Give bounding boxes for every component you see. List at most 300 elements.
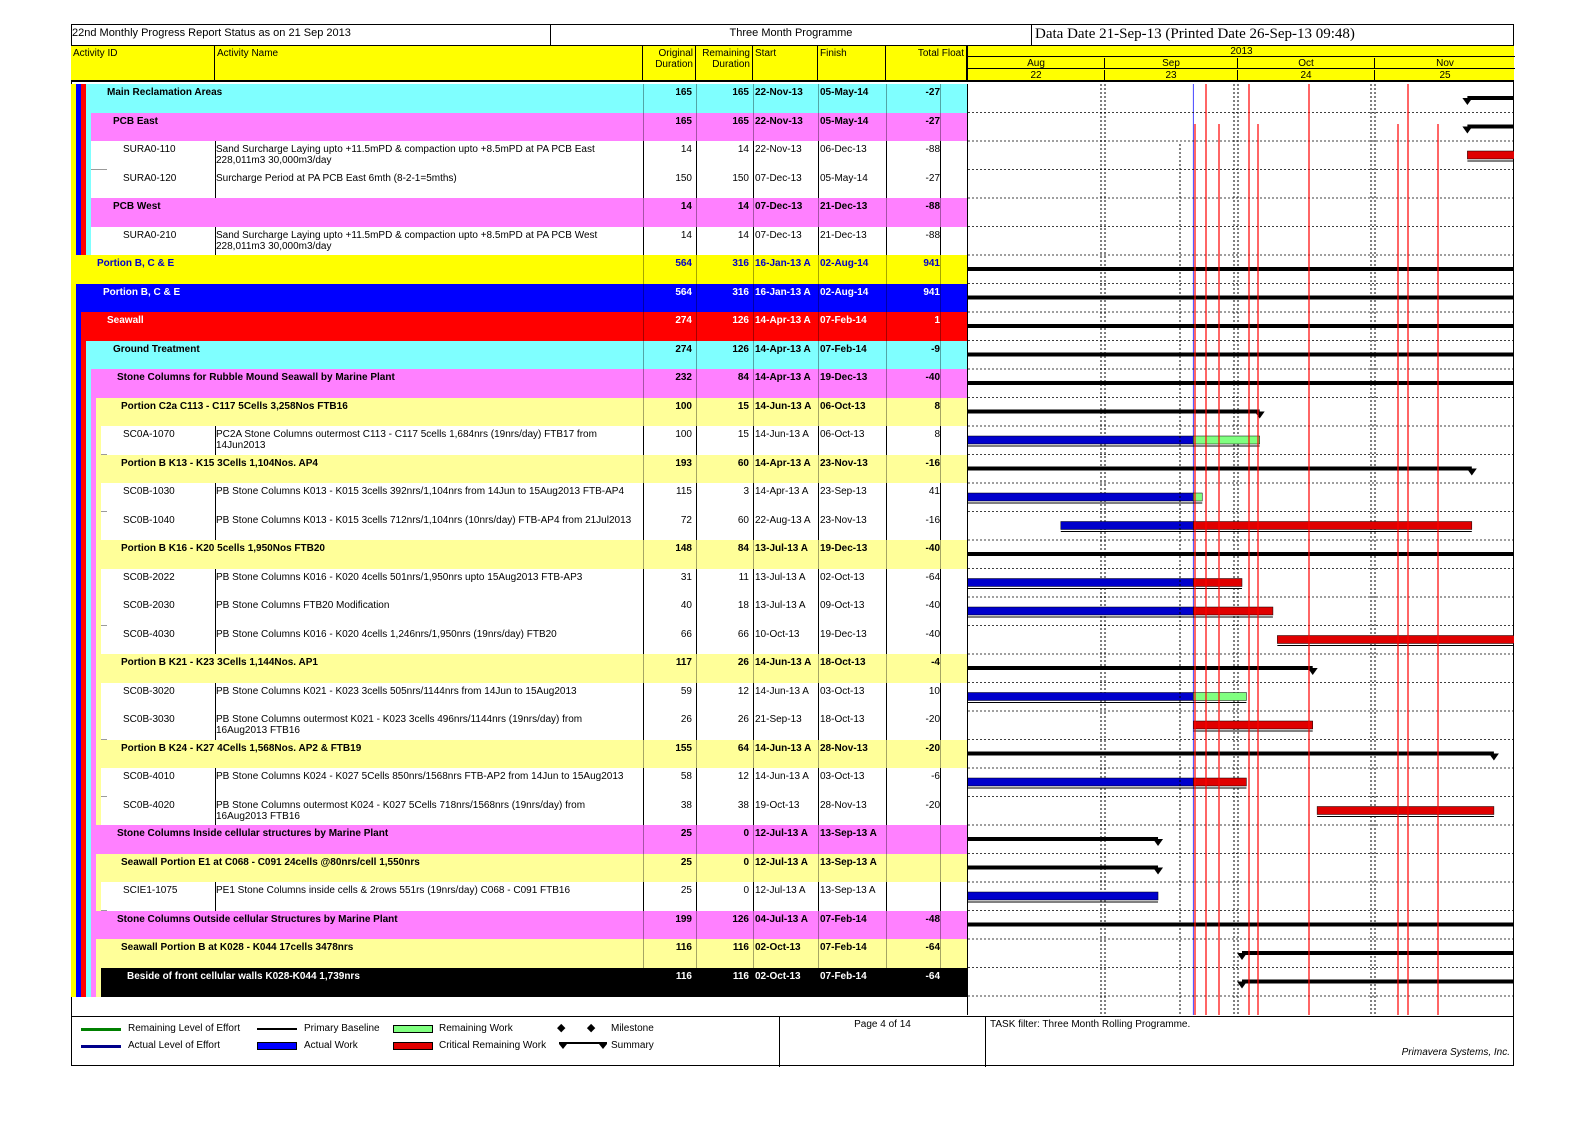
activity-name-line2: 228,011m3 30,000m3/day [216,240,332,252]
column-separator [818,141,819,170]
original-duration: 14 [680,229,692,241]
column-separator [818,654,819,683]
column-separator [753,113,754,142]
column-separator [886,626,887,655]
total-float: -40 [925,628,940,640]
start-date: 14-Apr-13 A [755,486,809,497]
wbs-row[interactable] [71,198,967,227]
column-separator [215,426,216,455]
activity-row[interactable] [71,569,967,598]
total-float: -20 [925,742,940,754]
wbs-name: PCB West [113,201,161,212]
finish-date: 21-Dec-13 [820,201,868,212]
column-separator [643,882,644,911]
wbs-row[interactable] [71,341,967,370]
column-separator [886,569,887,598]
column-separator [940,569,941,598]
column-separator [940,740,941,769]
wbs-row[interactable] [71,740,967,769]
column-separator [818,740,819,769]
wbs-row[interactable] [71,398,967,427]
column-separator [818,540,819,569]
remaining-work-bar [1193,607,1273,615]
column-separator [940,654,941,683]
column-separator [940,198,941,227]
column-separator [753,141,754,170]
total-float: -40 [925,543,940,554]
start-date: 12-Jul-13 A [755,856,808,868]
column-separator [696,113,697,142]
column-separator [940,683,941,712]
column-separator [886,455,887,484]
column-separator [696,369,697,398]
activity-id: SCIE1-1075 [123,885,178,896]
actual-work-bar [968,693,1193,701]
original-duration: 199 [675,913,692,925]
column-separator [753,711,754,740]
remaining-duration: 26 [737,657,749,668]
activity-id: SC0B-4030 [123,628,175,640]
col-original-duration[interactable] [643,46,696,82]
activity-id: SC0B-1030 [123,486,175,497]
remaining-duration: 60 [737,457,749,469]
finish-date: 19-Dec-13 [820,543,868,554]
column-separator [818,113,819,142]
column-separator [643,597,644,626]
total-float: -6 [931,771,940,782]
legend-milestone-icon: ◆ ◆ [557,1022,596,1034]
remaining-duration: 0 [743,828,749,839]
summary-start-marker [1462,98,1472,105]
legend-remaining-loe: Remaining Level of Effort [128,1023,241,1034]
original-duration: 117 [675,657,692,668]
column-separator [818,939,819,968]
col-activity-id[interactable]: Activity ID [71,46,215,82]
column-separator [753,740,754,769]
column-separator [643,512,644,541]
remaining-work-bar [1467,151,1514,159]
legend-remaining-work-swatch [393,1025,433,1033]
activity-name-line2: 16Aug2013 FTB16 [216,810,300,822]
column-separator [818,711,819,740]
column-separator [643,626,644,655]
activity-name-line2: 228,011m3 30,000m3/day [216,155,332,166]
column-separator [886,141,887,170]
remaining-duration: 165 [732,87,749,98]
column-separator [696,255,697,284]
activity-id: SC0B-4020 [123,799,175,811]
column-separator [643,854,644,883]
summary-end-marker [1467,469,1477,476]
activity-row[interactable] [71,711,967,740]
column-separator [643,141,644,170]
wbs-row[interactable] [71,540,967,569]
column-separator [215,512,216,541]
timeline-header [967,46,1514,82]
task-filter: TASK filter: Three Month Rolling Programme. [990,1019,1191,1030]
remaining-duration: 316 [732,258,749,269]
activity-name: PB Stone Columns K013 - K015 3cells 712nrs/1,104nrs (10nrs/day) FTB-AP4 from 21Jul2013 [216,514,632,526]
column-separator [818,512,819,541]
column-separator [753,312,754,341]
activity-name: PB Stone Columns outermost K021 - K023 3cells 496nrs/1144nrs (19nrs/day) from [216,714,583,725]
column-separator [940,227,941,256]
activity-name: PC2A Stone Columns outermost C113 - C117 5cells 1,684nrs (19nrs/day) FTB17 from [216,429,597,440]
column-separator [818,683,819,712]
column-separator [753,654,754,683]
original-duration: 193 [675,457,692,469]
start-date: 07-Dec-13 [755,201,803,212]
column-separator [940,512,941,541]
wbs-level-strip [96,483,101,512]
col-start[interactable]: Start [753,46,818,82]
activity-row[interactable] [71,626,967,655]
summary-start-marker [1462,127,1472,134]
wbs-name: Portion B K16 - K20 5cells 1,950Nos FTB20 [121,543,325,554]
finish-date: 06-Oct-13 [820,429,865,440]
finish-date: 06-Oct-13 [820,400,866,412]
finish-date: 07-Feb-14 [820,970,867,982]
summary-bar [968,752,1494,756]
remaining-duration: 26 [737,714,749,725]
timeline-month-nov: Nov [1375,58,1515,69]
column-separator [696,483,697,512]
column-separator [753,255,754,284]
activity-row[interactable] [71,768,967,797]
report-title: 22nd Monthly Progress Report Status as on 21 Sep 2013 [71,24,551,46]
legend-summary-icon [559,1040,607,1050]
summary-bar [968,381,1514,385]
finish-date: 28-Nov-13 [820,742,868,754]
column-separator [886,398,887,427]
wbs-name: Portion B, C & E [103,286,181,298]
start-date: 07-Dec-13 [755,229,802,241]
start-date: 14-Jun-13 A [755,657,812,668]
column-separator [940,113,941,142]
activity-name: PE1 Stone Columns inside cells & 2rows 551rs (19nrs/day) C068 - C091 FTB16 [216,885,571,896]
finish-date: 02-Aug-14 [820,258,869,269]
original-duration: 148 [675,543,692,554]
activity-row[interactable] [71,227,967,256]
column-separator [696,968,697,997]
column-separator [818,398,819,427]
column-separator [215,711,216,740]
original-duration: 116 [675,942,692,953]
start-date: 16-Jan-13 A [755,258,811,269]
original-duration: 14 [680,201,692,212]
column-separator [886,255,887,284]
column-separator [643,683,644,712]
column-separator [753,198,754,227]
col-remaining-line1: Remaining [702,48,750,59]
column-separator [886,284,887,313]
wbs-row[interactable] [71,939,967,968]
start-date: 21-Sep-13 [755,714,802,725]
start-date: 14-Apr-13 A [755,372,811,383]
activity-name: PB Stone Columns K024 - K027 5Cells 850nrs/1568nrs FTB-AP2 from 14Jun to 15Aug2013 [216,771,624,782]
finish-date: 21-Dec-13 [820,229,867,241]
column-separator [696,654,697,683]
column-separator [643,312,644,341]
start-date: 13-Jul-13 A [755,571,806,583]
total-float: -20 [925,714,940,725]
start-date: 22-Nov-13 [755,115,803,127]
wbs-row[interactable] [71,854,967,883]
wbs-level-strip [96,426,101,455]
legend-critical-remaining: Critical Remaining Work [439,1040,547,1051]
column-separator [940,882,941,911]
remaining-work-bar [1193,721,1312,729]
timeline-month-aug: Aug [968,58,1105,69]
legend-remaining-loe-swatch [81,1028,121,1031]
activity-id: SC0B-2022 [123,571,175,583]
wbs-name: Portion B K24 - K27 4Cells 1,568Nos. AP2 & FTB19 [121,742,362,754]
total-float: -64 [925,571,940,583]
total-float: -27 [925,172,940,184]
total-float: -20 [925,799,940,811]
activity-row[interactable] [71,882,967,911]
remaining-duration: 165 [732,115,749,127]
original-duration: 25 [680,856,692,868]
wbs-name: Ground Treatment [113,343,200,355]
finish-date: 13-Sep-13 A [820,885,876,896]
column-separator [818,341,819,370]
original-duration: 100 [675,400,692,412]
col-remaining-duration[interactable] [696,46,753,82]
remaining-duration: 15 [737,400,749,412]
original-duration: 38 [680,799,692,811]
start-date: 14-Apr-13 A [755,457,811,469]
column-separator [940,312,941,341]
column-separator [940,255,941,284]
column-separator [940,483,941,512]
timeline-month-oct: Oct [1238,58,1375,69]
col-total-float[interactable]: Total Float [886,46,967,82]
wbs-level-strip [86,170,91,199]
activity-name-line2: 14Jun2013 [216,440,266,451]
column-separator [886,797,887,826]
finish-date: 23-Sep-13 [820,486,867,497]
summary-bar [1242,951,1514,955]
column-separator [886,740,887,769]
wbs-row[interactable] [71,654,967,683]
total-float: -40 [925,600,940,611]
wbs-name: Seawall Portion E1 at C068 - C091 24cells @80nrs/cell 1,550nrs [121,856,420,868]
wbs-name: Portion C2a C113 - C117 5Cells 3,258Nos FTB16 [121,400,348,412]
total-float: 41 [928,486,940,497]
activity-id: SURA0-110 [123,144,176,155]
column-separator [643,369,644,398]
activity-id: SC0B-2030 [123,600,175,611]
column-separator [696,768,697,797]
start-date: 10-Oct-13 [755,628,800,640]
legend-primary-baseline-swatch [257,1028,297,1030]
column-separator [696,540,697,569]
finish-date: 18-Oct-13 [820,657,866,668]
column-separator [886,939,887,968]
col-finish[interactable]: Finish [818,46,886,82]
summary-bar [968,467,1472,471]
start-date: 04-Jul-13 A [755,913,808,925]
data-date: Data Date 21-Sep-13 (Printed Date 26-Sep-13 09:48) [1031,24,1514,46]
activity-id: SURA0-120 [123,172,177,184]
summary-bar [968,552,1514,556]
wbs-row[interactable] [71,825,967,854]
column-separator [818,797,819,826]
summary-bar [1467,96,1514,100]
remaining-duration: 12 [737,685,749,697]
column-separator [886,341,887,370]
column-separator [753,170,754,199]
legend-milestone: Milestone [611,1023,654,1034]
column-separator [696,284,697,313]
column-separator [753,683,754,712]
wbs-row[interactable] [71,113,967,142]
activity-row[interactable] [71,797,967,826]
summary-end-marker [1255,412,1265,419]
wbs-name: Seawall Portion B at K028 - K044 17cells 3478nrs [121,942,354,953]
wbs-name: Portion B, C & E [97,258,175,269]
original-duration: 31 [680,571,692,583]
remaining-duration: 316 [732,286,749,298]
column-separator [886,113,887,142]
activity-row[interactable] [71,683,967,712]
finish-date: 19-Dec-13 [820,628,867,640]
remaining-duration: 126 [732,913,749,925]
original-duration: 150 [675,172,692,184]
col-activity-name[interactable]: Activity Name [215,46,643,82]
col-remaining-line2: Duration [712,59,750,70]
column-separator [643,426,644,455]
total-float: -48 [925,913,940,925]
total-float: 8 [934,429,940,440]
column-separator [940,825,941,854]
column-separator [753,398,754,427]
column-separator [643,455,644,484]
wbs-level-strip [96,711,101,740]
column-separator [818,84,819,113]
remaining-duration: 3 [743,486,749,497]
wbs-row[interactable] [71,255,967,284]
wbs-row[interactable] [71,455,967,484]
column-separator [818,968,819,997]
start-date: 16-Jan-13 A [755,286,811,298]
original-duration: 155 [675,742,692,754]
column-separator [940,369,941,398]
column-separator [818,483,819,512]
start-date: 14-Jun-13 A [755,685,809,697]
column-separator [886,198,887,227]
remaining-duration: 116 [732,942,749,953]
column-separator [643,170,644,199]
legend-actual-work-swatch [257,1042,297,1050]
column-separator [696,512,697,541]
column-separator [940,854,941,883]
finish-date: 05-May-14 [820,115,869,127]
legend-critical-remaining-swatch [393,1042,433,1050]
column-separator [643,740,644,769]
original-duration: 564 [675,286,692,298]
column-separator [886,882,887,911]
column-separator [643,284,644,313]
column-separator [818,911,819,940]
column-separator [818,369,819,398]
column-separator [643,341,644,370]
legend-summary: Summary [611,1040,654,1051]
wbs-row[interactable] [71,312,967,341]
summary-bar [968,267,1514,271]
column-separator [753,426,754,455]
wbs-row[interactable] [71,84,967,113]
total-float: -16 [925,514,940,526]
column-separator [643,825,644,854]
start-date: 12-Jul-13 A [755,828,808,839]
remaining-work-bar [1193,522,1471,530]
activity-row[interactable] [71,483,967,512]
total-float: -27 [925,115,940,127]
wbs-row[interactable] [71,968,967,997]
wbs-row[interactable] [71,911,967,940]
total-float: 1 [934,315,940,326]
original-duration: 14 [680,144,692,155]
wbs-row[interactable] [71,369,967,398]
page-number: Page 4 of 14 [779,1017,985,1067]
activity-row[interactable] [71,512,967,541]
summary-end-marker [1489,754,1499,761]
wbs-row[interactable] [71,284,967,313]
remaining-duration: 0 [743,856,749,868]
column-separator [215,170,216,199]
column-separator [753,626,754,655]
total-float: -64 [925,970,940,982]
original-duration: 274 [675,343,692,355]
activity-row[interactable] [71,597,967,626]
column-separator [818,569,819,598]
remaining-duration: 126 [732,315,749,326]
wbs-level-strip [96,569,101,598]
footer-legend [71,1016,1514,1066]
activity-name: PB Stone Columns K016 - K020 4cells 501nrs/1,950nrs upto 15Aug2013 FTB-AP3 [216,571,583,583]
total-float: -16 [925,457,940,469]
original-duration: 40 [680,600,692,611]
remaining-work-bar [1277,636,1514,644]
summary-bar [968,296,1514,300]
column-separator [818,597,819,626]
col-original-line1: Original [658,48,693,59]
remaining-duration: 150 [732,172,749,184]
gantt-svg [968,84,1514,1015]
activity-row[interactable] [71,426,967,455]
remaining-duration: 66 [737,628,749,640]
activity-row[interactable] [71,141,967,170]
column-separator [696,683,697,712]
activity-name: Surcharge Period at PA PCB East 6mth (8-2-1=5mths) [216,172,457,184]
column-separator [940,626,941,655]
footer-filter-cell [985,1017,1514,1067]
actual-work-bar [968,607,1193,615]
vendor-name: Primavera Systems, Inc. [1401,1047,1510,1058]
column-separator [643,398,644,427]
column-separator [643,483,644,512]
total-float: -64 [925,942,940,953]
column-separator [818,284,819,313]
start-date: 13-Jul-13 A [755,600,806,611]
total-float: -4 [931,657,940,668]
finish-date: 23-Nov-13 [820,457,868,469]
remaining-duration: 84 [737,543,749,554]
column-separator [818,768,819,797]
activity-row[interactable] [71,170,967,199]
